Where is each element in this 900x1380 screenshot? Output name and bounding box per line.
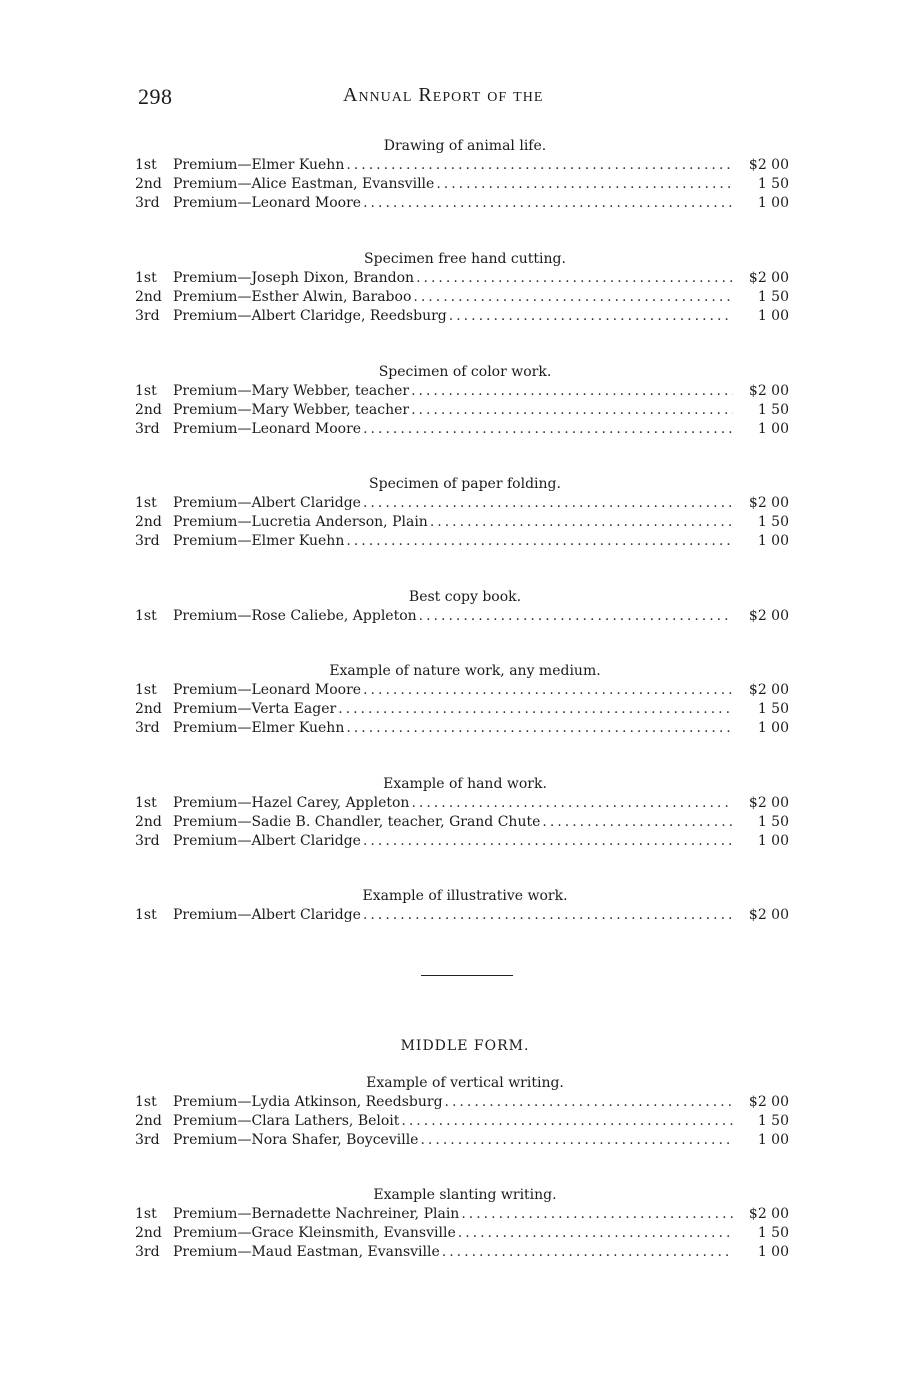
premium-amount: 1 00 [757, 308, 789, 324]
premium-row [135, 307, 795, 326]
premium-place: 3rd [135, 195, 160, 211]
premium-place: 3rd [135, 1244, 160, 1260]
section-title: Example slanting writing. [373, 1187, 557, 1203]
dot-leader [416, 269, 733, 288]
dot-leader [461, 1205, 733, 1224]
premium-amount: 1 00 [757, 195, 789, 211]
premium-section [135, 887, 795, 925]
section-title: Specimen of color work. [378, 364, 552, 380]
premium-amount: $2 00 [748, 795, 789, 811]
dot-leader [449, 307, 733, 326]
premium-winner: Premium—Leonard Moore [173, 421, 362, 437]
premium-winner: Premium—Rose Caliebe, Appleton [173, 608, 417, 624]
premium-amount: $2 00 [748, 383, 789, 399]
page-number: 298 [138, 84, 173, 109]
dot-leader [445, 1093, 733, 1112]
premium-amount: 1 00 [757, 720, 789, 736]
premium-row [135, 700, 795, 719]
premium-row [135, 1093, 795, 1112]
dot-leader [430, 513, 733, 532]
section-title: Best copy book. [408, 589, 522, 605]
premium-winner: Premium—Leonard Moore [173, 195, 362, 211]
premium-row [135, 288, 795, 307]
premium-section [135, 588, 795, 626]
premium-amount: 1 50 [757, 1113, 789, 1129]
premium-section [135, 250, 795, 326]
premium-place: 2nd [135, 514, 162, 530]
premium-winner: Premium—Mary Webber, teacher [173, 383, 410, 399]
section-title: Example of nature work, any medium. [329, 663, 601, 679]
premium-amount: 1 50 [757, 814, 789, 830]
premium-row [135, 1243, 795, 1262]
premium-row [135, 382, 795, 401]
premium-place: 2nd [135, 176, 162, 192]
premium-place: 2nd [135, 289, 162, 305]
premium-winner: Premium—Esther Alwin, Baraboo [173, 289, 412, 305]
dot-leader [411, 382, 733, 401]
premium-amount: 1 50 [757, 701, 789, 717]
dot-leader [338, 700, 733, 719]
premium-place: 1st [135, 270, 157, 286]
premium-winner: Premium—Elmer Kuehn [173, 157, 345, 173]
premium-winner: Premium—Albert Claridge [173, 833, 361, 849]
premium-section [135, 137, 795, 213]
premium-place: 1st [135, 383, 157, 399]
premium-place: 1st [135, 795, 157, 811]
premium-amount: $2 00 [748, 1094, 789, 1110]
premium-winner: Premium—Grace Kleinsmith, Evansville [173, 1225, 456, 1241]
dot-leader [346, 719, 733, 738]
premium-amount: 1 50 [757, 289, 789, 305]
premium-winner: Premium—Leonard Moore [173, 682, 362, 698]
section-title: Example of hand work. [383, 776, 547, 792]
dot-leader [363, 832, 733, 851]
premium-winner: Premium—Lydia Atkinson, Reedsburg [173, 1094, 443, 1110]
premium-row [135, 813, 795, 832]
premium-winner: Premium—Sadie B. Chandler, teacher, Grand Chute [173, 814, 541, 830]
premium-amount: 1 50 [757, 402, 789, 418]
premium-amount: 1 00 [757, 1244, 789, 1260]
premium-winner: Premium—Elmer Kuehn [173, 720, 345, 736]
premium-row [135, 156, 795, 175]
dot-leader [363, 420, 733, 439]
premium-amount: $2 00 [748, 270, 789, 286]
premium-winner: Premium—Verta Eager [173, 701, 337, 717]
section-title: Example of illustrative work. [362, 888, 568, 904]
premium-row [135, 906, 795, 925]
premium-winner: Premium—Clara Lathers, Beloit [173, 1113, 400, 1129]
premium-place: 1st [135, 495, 157, 511]
dot-leader [401, 1112, 733, 1131]
premium-section [135, 475, 795, 551]
dot-leader [458, 1224, 733, 1243]
premium-section [135, 775, 795, 851]
premium-place: 2nd [135, 701, 162, 717]
premium-row [135, 175, 795, 194]
premium-section [135, 363, 795, 439]
premium-amount: $2 00 [748, 907, 789, 923]
premium-winner: Premium—Bernadette Nachreiner, Plain [173, 1206, 460, 1222]
premium-winner: Premium—Alice Eastman, Evansville [173, 176, 435, 192]
premium-row [135, 1131, 795, 1150]
page-header [138, 84, 798, 114]
premium-winner: Premium—Albert Claridge, Reedsburg [173, 308, 447, 324]
premium-amount: 1 00 [757, 421, 789, 437]
premium-place: 3rd [135, 421, 160, 437]
premium-amount: $2 00 [748, 682, 789, 698]
premium-place: 3rd [135, 1132, 160, 1148]
dot-leader [363, 906, 733, 925]
dot-leader [442, 1243, 733, 1262]
dot-leader [411, 794, 733, 813]
premium-section [135, 1186, 795, 1262]
premium-row [135, 1112, 795, 1131]
premium-row [135, 794, 795, 813]
premium-row [135, 532, 795, 551]
premium-row [135, 194, 795, 213]
section-title: Specimen of paper folding. [369, 476, 561, 492]
premium-amount: $2 00 [748, 608, 789, 624]
dot-leader [542, 813, 733, 832]
premium-row [135, 494, 795, 513]
dot-leader [419, 607, 733, 626]
premium-amount: 1 50 [757, 1225, 789, 1241]
premium-place: 3rd [135, 833, 160, 849]
premium-place: 2nd [135, 1225, 162, 1241]
premium-winner: Premium—Maud Eastman, Evansville [173, 1244, 440, 1260]
premium-winner: Premium—Mary Webber, teacher [173, 402, 410, 418]
premium-winner: Premium—Nora Shafer, Boyceville [173, 1132, 419, 1148]
section-divider [421, 975, 513, 976]
premium-place: 1st [135, 682, 157, 698]
premium-row [135, 401, 795, 420]
premium-section [135, 1074, 795, 1150]
premium-place: 1st [135, 157, 157, 173]
premium-winner: Premium—Elmer Kuehn [173, 533, 345, 549]
premium-row [135, 1224, 795, 1243]
premium-row [135, 719, 795, 738]
section-title: Specimen free hand cutting. [364, 251, 566, 267]
dot-leader [413, 288, 733, 307]
premium-amount: 1 00 [757, 833, 789, 849]
premium-winner: Premium—Joseph Dixon, Brandon [173, 270, 415, 286]
premium-place: 2nd [135, 402, 162, 418]
dot-leader [363, 494, 733, 513]
premium-row [135, 269, 795, 288]
premium-row [135, 513, 795, 532]
dot-leader [436, 175, 733, 194]
premium-place: 3rd [135, 720, 160, 736]
premium-row [135, 420, 795, 439]
section-title: Drawing of animal life. [383, 138, 547, 154]
premium-place: 2nd [135, 814, 162, 830]
premium-amount: 1 50 [757, 514, 789, 530]
premium-place: 3rd [135, 533, 160, 549]
premium-winner: Premium—Albert Claridge [173, 907, 361, 923]
premium-place: 1st [135, 1206, 157, 1222]
premium-winner: Premium—Lucretia Anderson, Plain [173, 514, 428, 530]
premium-place: 1st [135, 1094, 157, 1110]
premium-row [135, 681, 795, 700]
premium-row [135, 832, 795, 851]
middle-form-heading: MIDDLE FORM. [400, 1038, 530, 1054]
dot-leader [420, 1131, 733, 1150]
premium-amount: 1 00 [757, 533, 789, 549]
premium-amount: $2 00 [748, 157, 789, 173]
dot-leader [363, 681, 733, 700]
dot-leader [346, 156, 733, 175]
premium-section [135, 662, 795, 738]
premium-row [135, 607, 795, 626]
premium-amount: $2 00 [748, 1206, 789, 1222]
dot-leader [411, 401, 733, 420]
dot-leader [363, 194, 733, 213]
premium-place: 1st [135, 907, 157, 923]
premium-amount: $2 00 [748, 495, 789, 511]
premium-place: 1st [135, 608, 157, 624]
premium-row [135, 1205, 795, 1224]
premium-place: 2nd [135, 1113, 162, 1129]
dot-leader [346, 532, 733, 551]
section-title: Example of vertical writing. [366, 1075, 564, 1091]
premium-winner: Premium—Hazel Carey, Appleton [173, 795, 410, 811]
running-title: Annual Report of the [343, 84, 544, 106]
premium-place: 3rd [135, 308, 160, 324]
premium-amount: 1 50 [757, 176, 789, 192]
premium-amount: 1 00 [757, 1132, 789, 1148]
premium-winner: Premium—Albert Claridge [173, 495, 361, 511]
